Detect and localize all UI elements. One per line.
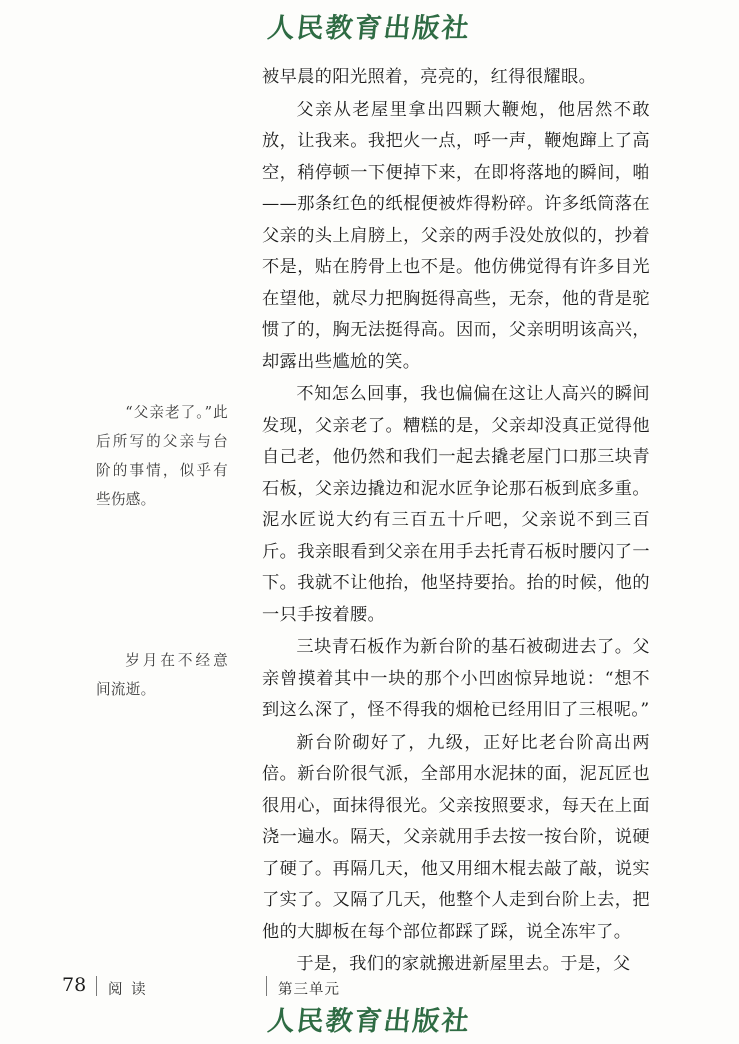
paragraph-4: 三块青石板作为新台阶的基石被砌进去了。父亲曾摸着其中一块的那个小凹凼惊异地说：“想不到这么深了，怪不得我的烟枪已经用旧了三根呢。” (262, 637, 650, 720)
footer-section-label: 阅 读 (108, 982, 148, 998)
page-footer (0, 974, 739, 1000)
paragraph-6: 于是，我们的家就搬进新屋里去。于是，父 (296, 954, 631, 974)
publisher-logo-text: 人民教育出版社 (266, 13, 473, 44)
footer-divider-right (266, 976, 267, 996)
page-number: 78 (62, 974, 87, 996)
paragraph-2: 父亲从老屋里拿出四颗大鞭炮，他居然不敢放，让我来。我把火一点，呼一声，鞭炮蹿上了高空，稍停顿一下便掉下来，在即将落地的瞬间，啪——那条红色的纸棍便被炸得粉碎。许多纸筒落在父亲的头上肩膀上，父亲的两手没处放似的，抄着不是，贴在胯骨上也不是。他仿佛觉得有许多目光在望他，就尽力把胸挺得高些，无奈，他的背是驼惯了的，胸无法挺得高。因而，父亲明明该高兴，却露出些尴尬的笑。 (262, 99, 650, 372)
paragraph-3: 不知怎么回事，我也偏偏在这让人高兴的瞬间发现，父亲老了。糟糕的是，父亲却没真正觉得他自己老，他仍然和我们一起去撬老屋门口那三块青石板，父亲边撬边和泥水匠争论那石板到底多重。泥水匠说大约有三百五十斤吧，父亲说不到三百斤。我亲眼看到父亲在用手去托青石板时腰闪了一下。我就不让他抬，他坚持要抬。抬的时候，他的一只手按着腰。 (262, 384, 650, 625)
margin-note-2-text: 岁月在不经意间流逝。 (96, 652, 228, 698)
margin-note-1 (96, 398, 228, 514)
publisher-logo-top (0, 6, 739, 45)
footer-divider-left (96, 976, 97, 996)
footer-unit-label: 第三单元 (278, 982, 340, 998)
paragraph-5: 新台阶砌好了，九级，正好比老台阶高出两倍。新台阶很气派，全部用水泥抹的面，泥瓦匠也很用心，面抹得很光。父亲按照要求，每天在上面浇一遍水。隔天，父亲就用手去按一按台阶，说硬了硬了。再隔几天，他又用细木棍去敲了敲，说实了实了。又隔了几天，他整个人走到台阶上去，把他的大脚板在每个部位都踩了踩，说全冻牢了。 (262, 732, 650, 942)
margin-note-2 (96, 646, 228, 704)
paragraph-1: 被早晨的阳光照着，亮亮的，红得很耀眼。 (262, 67, 597, 87)
margin-note-1-text: “父亲老了。”此后所写的父亲与台阶的事情，似乎有些伤感。 (96, 404, 228, 508)
publisher-logo-bottom (0, 999, 739, 1038)
publisher-logo-text-bottom: 人民教育出版社 (266, 1006, 473, 1037)
body-text-column (262, 62, 650, 982)
